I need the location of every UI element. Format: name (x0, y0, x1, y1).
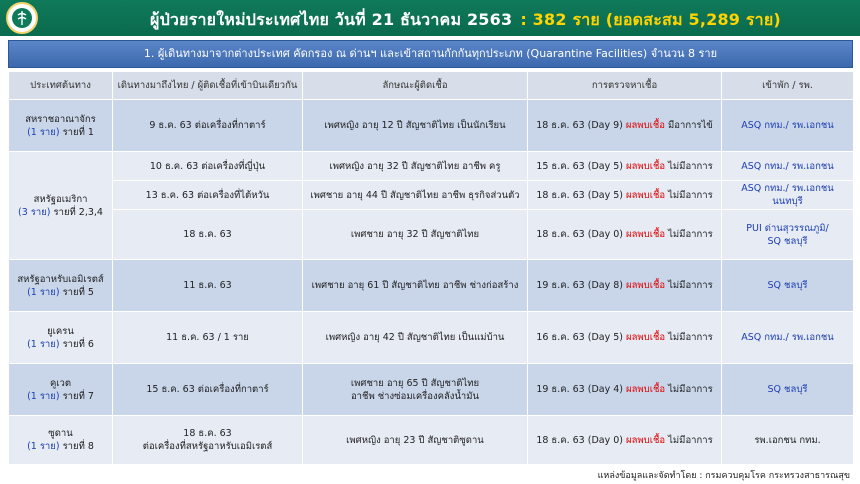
table-row (9, 181, 854, 210)
symptom: ไม่มีอาการ (668, 384, 713, 395)
patient-cell: เพศชาย อายุ 44 ปี สัญชาติไทย อาชีพ ธุรกิจส่วนตัว (303, 181, 528, 210)
page-title (150, 8, 781, 33)
case-numbers: รายที่ 6 (62, 338, 94, 350)
patient-line: อาชีพ ช่างซ่อมเครื่องคลังน้ำมัน (350, 390, 480, 402)
test-cell (528, 181, 722, 210)
test-date: 18 ธ.ค. 63 (Day 0) (536, 434, 623, 446)
test-date: 15 ธ.ค. 63 (Day 5) (536, 160, 623, 172)
arrival-cell: 15 ธ.ค. 63 ต่อเครื่องที่กาตาร์ (113, 364, 303, 416)
cases-table (8, 71, 854, 465)
symptom: ไม่มีอาการ (668, 229, 713, 240)
column-header: เดินทางมาถึงไทย / ผู้ติดเชื้อที่เข้าบินเดียวกัน (113, 72, 303, 100)
quarantine-cell: รพ.เอกชน กทม. (722, 416, 854, 465)
test-result: ผลพบเชื้อ (625, 120, 665, 131)
test-result: ผลพบเชื้อ (626, 332, 666, 343)
symptom: ไม่มีอาการ (668, 189, 713, 201)
country-cell (9, 152, 113, 260)
case-numbers: รายที่ 8 (62, 441, 94, 452)
patient-line: เพศชาย อายุ 65 ปี สัญชาติไทย (350, 377, 480, 389)
test-cell (528, 210, 722, 260)
source-note: แหล่งข้อมูลและจัดทำโดย : กรมควบคุมโรค กระทรวงสาธารณสุข (597, 471, 850, 481)
table-header-row (9, 72, 854, 100)
quarantine-cell: ASQ กทม./ รพ.เอกชน (722, 100, 854, 152)
arrival-cell: 9 ธ.ค. 63 ต่อเครื่องที่กาตาร์ (113, 100, 303, 152)
column-header: การตรวจหาเชื้อ (528, 72, 722, 100)
quarantine-cell: SQ ชลบุรี (722, 260, 854, 312)
country-cell (9, 312, 113, 364)
case-count: (1 ราย) (27, 286, 60, 298)
arrival-cell: 10 ธ.ค. 63 ต่อเครื่องที่ญี่ปุ่น (113, 152, 303, 181)
patient-cell: เพศหญิง อายุ 23 ปี สัญชาติซูดาน (303, 416, 528, 465)
country-cell (9, 100, 113, 152)
test-cell (528, 100, 722, 152)
case-count: (1 ราย) (27, 390, 60, 402)
arrival-cell: 11 ธ.ค. 63 / 1 ราย (113, 312, 303, 364)
table-row (9, 364, 854, 416)
test-date: 19 ธ.ค. 63 (Day 4) (536, 384, 623, 395)
test-result: ผลพบเชื้อ (626, 229, 666, 240)
quarantine-cell: ASQ กทม./ รพ.เอกชน นนทบุรี (722, 181, 854, 210)
table-row (9, 260, 854, 312)
country-cell (9, 364, 113, 416)
column-header: ประเทศต้นทาง (9, 72, 113, 100)
case-count: (3 ราย) (18, 206, 51, 218)
patient-cell: เพศหญิง อายุ 42 ปี สัญชาติไทย เป็นแม่บ้าน (303, 312, 528, 364)
symptom: มีอาการไข้ (668, 120, 713, 131)
test-date: 18 ธ.ค. 63 (Day 9) (536, 120, 623, 131)
case-numbers: รายที่ 1 (62, 126, 94, 138)
symptom: ไม่มีอาการ (668, 280, 713, 291)
arrival-cell: 13 ธ.ค. 63 ต่อเครื่องที่ไต้หวัน (113, 181, 303, 210)
arrival-line: 18 ธ.ค. 63 (183, 428, 232, 439)
test-result: ผลพบเชื้อ (626, 189, 666, 201)
country-name: ซูดาน (48, 428, 73, 439)
patient-cell: เพศหญิง อายุ 32 ปี สัญชาติไทย อาชีพ ครู (303, 152, 528, 181)
table-row (9, 312, 854, 364)
patient-cell: เพศหญิง อายุ 12 ปี สัญชาติไทย เป็นนักเรียน (303, 100, 528, 152)
country-cell (9, 260, 113, 312)
case-numbers: รายที่ 5 (62, 286, 94, 298)
country-cell (9, 416, 113, 465)
case-numbers: รายที่ 7 (62, 390, 94, 402)
case-count: (1 ราย) (27, 126, 60, 138)
arrival-cell: 18 ธ.ค. 63 (113, 210, 303, 260)
patient-cell: เพศชาย อายุ 61 ปี สัญชาติไทย อาชีพ ช่างก่อสร้าง (303, 260, 528, 312)
patient-cell: เพศชาย อายุ 32 ปี สัญชาติไทย (303, 210, 528, 260)
country-name: สหรัฐอเมริกา (33, 193, 88, 205)
arrival-line: ต่อเครื่องที่สหรัฐอาหรับเอมิเรตส์ (142, 441, 273, 452)
test-date: 19 ธ.ค. 63 (Day 8) (536, 280, 623, 291)
patient-cell (303, 364, 528, 416)
title-text: ผู้ป่วยรายใหม่ประเทศไทย วันที่ 21 ธันวาคม 2563 (150, 10, 513, 29)
case-numbers: รายที่ 2,3,4 (53, 206, 103, 218)
quarantine-line: SQ ชลบุรี (767, 235, 808, 247)
test-cell (528, 416, 722, 465)
column-header: เข้าพัก / รพ. (722, 72, 854, 100)
symptom: ไม่มีอาการ (668, 434, 713, 446)
case-count: (1 ราย) (27, 441, 60, 452)
arrival-cell (113, 416, 303, 465)
country-name: ยูเครน (47, 325, 74, 337)
test-result: ผลพบเชื้อ (626, 160, 666, 172)
test-date: 16 ธ.ค. 63 (Day 5) (536, 332, 623, 343)
table-row (9, 416, 854, 465)
test-result: ผลพบเชื้อ (626, 280, 666, 291)
test-date: 18 ธ.ค. 63 (Day 5) (536, 189, 623, 201)
test-cell (528, 312, 722, 364)
table-row (9, 100, 854, 152)
test-result: ผลพบเชื้อ (626, 384, 666, 395)
case-count: (1 ราย) (27, 338, 60, 350)
test-cell (528, 260, 722, 312)
section-banner: 1. ผู้เดินทางมาจากต่างประเทศ คัดกรอง ณ ด่านฯ และเข้าสถานกักกันทุกประเภท (Quarantine Facilities) จำนวน 8 ราย (8, 40, 853, 68)
symptom: ไม่มีอาการ (668, 160, 713, 172)
symptom: ไม่มีอาการ (668, 332, 713, 343)
case-count: : 382 ราย (ยอดสะสม 5,289 ราย) (520, 10, 781, 29)
ministry-logo (6, 2, 38, 34)
country-name: สหรัฐอาหรับเอมิเรตส์ (17, 273, 104, 285)
test-result: ผลพบเชื้อ (626, 434, 666, 446)
test-date: 18 ธ.ค. 63 (Day 0) (536, 229, 623, 240)
quarantine-line: PUI ด่านสุวรรณภูมิ/ (746, 222, 829, 234)
header-bar (0, 0, 860, 36)
table-row (9, 152, 854, 181)
column-header: ลักษณะผู้ติดเชื้อ (303, 72, 528, 100)
arrival-cell: 11 ธ.ค. 63 (113, 260, 303, 312)
quarantine-cell: SQ ชลบุรี (722, 364, 854, 416)
quarantine-cell: ASQ กทม./ รพ.เอกชน (722, 312, 854, 364)
country-name: คูเวต (49, 377, 72, 389)
country-name: สหราชอาณาจักร (25, 113, 96, 125)
test-cell (528, 364, 722, 416)
table-row (9, 210, 854, 260)
test-cell (528, 152, 722, 181)
quarantine-cell: ASQ กทม./ รพ.เอกชน (722, 152, 854, 181)
quarantine-cell (722, 210, 854, 260)
